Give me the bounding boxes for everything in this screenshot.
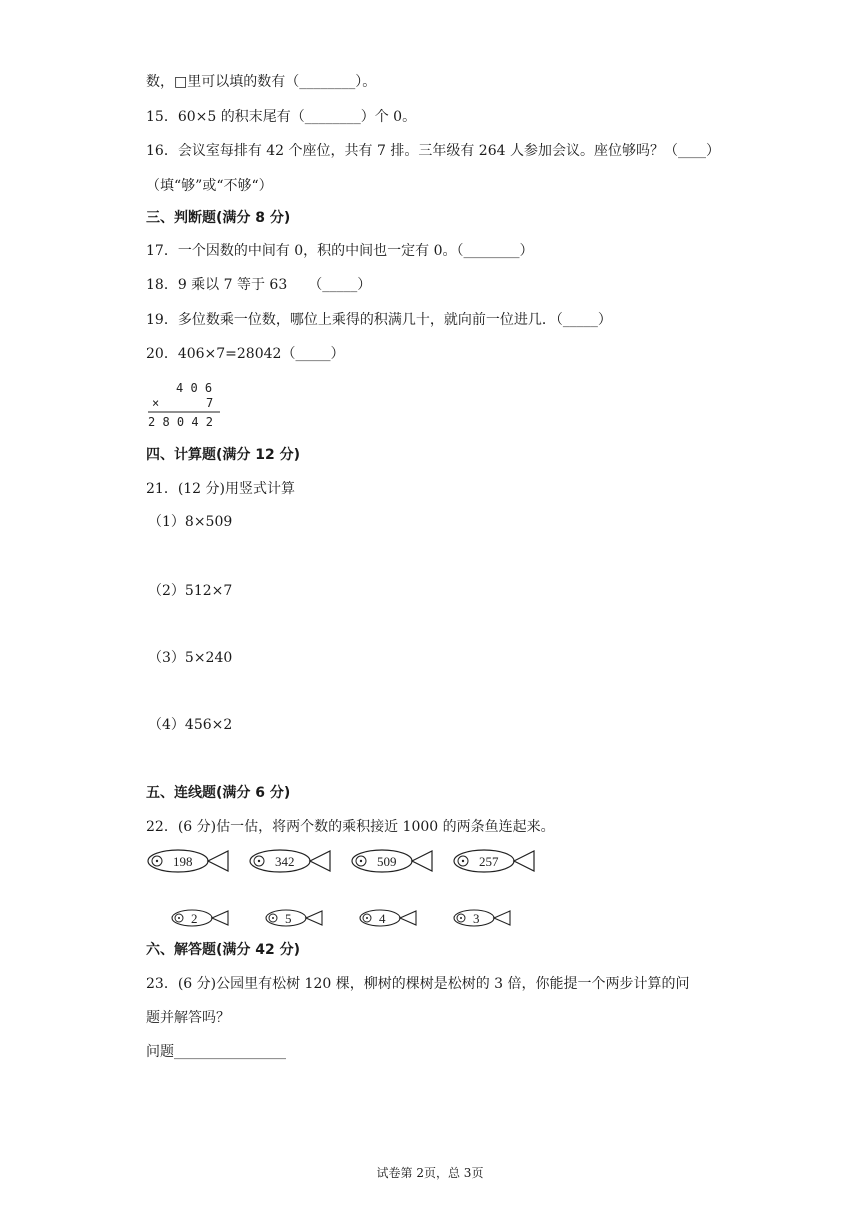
question-23-continuation: 题并解答吗？ — [146, 1010, 230, 1026]
fish-small-3-number: 4 — [379, 911, 386, 926]
question-21-part-1: （1）8×509 — [148, 514, 233, 530]
fish-big-4[interactable] — [452, 848, 536, 874]
question-17: 17．一个因数的中间有 0，积的中间也一定有 0。（________） — [146, 243, 534, 259]
section-4-heading: 四、计算题(满分 12 分) — [146, 447, 301, 463]
vertical-calculation — [146, 378, 226, 430]
fish-big-2-number: 342 — [275, 854, 295, 869]
question-19: 19．多位数乘一位数，哪位上乘得的积满几十，就向前一位进几．（_____） — [146, 312, 612, 328]
question-21: 21．(12 分)用竖式计算 — [146, 481, 296, 497]
section-6-heading: 六、解答题(满分 42 分) — [146, 942, 301, 958]
question-23-answer-line[interactable]: 问题________________ — [146, 1044, 286, 1060]
question-14-continuation: 数，□里可以填的数有（________）。 — [146, 74, 377, 90]
fish-big-3-number: 509 — [377, 854, 397, 869]
page-footer: 试卷第 2页，总 3页 — [376, 1166, 484, 1180]
question-21-part-4: （4）456×2 — [148, 717, 233, 733]
vertical-operator: × — [152, 396, 160, 410]
question-15: 15．60×5 的积末尾有（________）个 0。 — [146, 109, 417, 125]
fish-small-1-number: 2 — [191, 911, 198, 926]
question-21-part-3: （3）5×240 — [148, 650, 233, 666]
fish-small-4[interactable] — [452, 908, 514, 928]
fish-small-3[interactable] — [358, 908, 420, 928]
section-3-heading: 三、判断题(满分 8 分) — [146, 210, 291, 226]
question-23: 23．(6 分)公园里有松树 120 棵，柳树的棵树是松树的 3 倍，你能提一个两步计算的问 — [146, 976, 690, 992]
question-16: 16．会议室每排有 42 个座位，共有 7 排。三年级有 264 人参加会议。座位够吗？（____） — [146, 143, 720, 159]
fish-small-1[interactable] — [170, 908, 232, 928]
fish-big-3[interactable] — [350, 848, 434, 874]
vertical-multiplier: 7 — [206, 396, 214, 410]
question-21-part-2: （2）512×7 — [148, 583, 233, 599]
fish-big-1[interactable] — [146, 848, 230, 874]
fish-small-2-number: 5 — [285, 911, 292, 926]
fish-small-2[interactable] — [264, 908, 326, 928]
vertical-result: 2 8 0 4 2 — [148, 415, 214, 429]
question-22: 22．(6 分)估一估，将两个数的乘积接近 1000 的两条鱼连起来。 — [146, 819, 555, 835]
section-5-heading: 五、连线题(满分 6 分) — [146, 785, 291, 801]
fish-big-4-number: 257 — [479, 854, 499, 869]
fish-small-4-number: 3 — [473, 911, 480, 926]
fish-big-2[interactable] — [248, 848, 332, 874]
vertical-top-number: 4 0 6 — [176, 381, 213, 395]
question-16-note: （填“够”或“不够“） — [146, 178, 273, 194]
question-20: 20．406×7=28042（_____） — [146, 346, 345, 362]
question-18: 18．9 乘以 7 等于 63 （_____） — [146, 277, 372, 293]
fish-big-1-number: 198 — [173, 854, 193, 869]
